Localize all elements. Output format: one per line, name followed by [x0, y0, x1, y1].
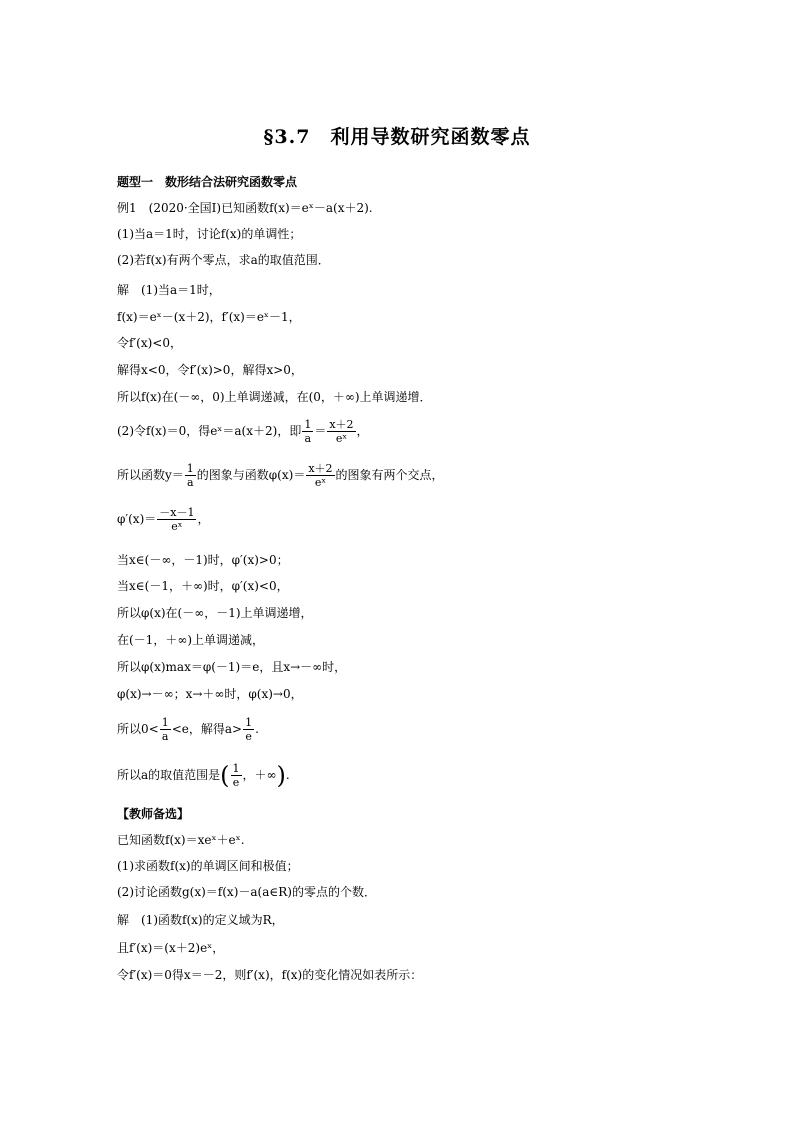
solution-line: 令f′(x)<0，: [117, 336, 182, 350]
numerator: 1: [304, 418, 312, 431]
denominator: e: [232, 776, 240, 789]
numerator: 1: [161, 716, 169, 729]
example-statement: 例1 (2020·全国Ⅰ)已知函数f(x)＝eˣ－a(x＋2).: [117, 201, 373, 215]
denominator: eˣ: [314, 476, 327, 489]
teacher-solution-line: 解 (1)函数f(x)的定义域为R，: [117, 913, 284, 927]
text: (2)令f(x)＝0，得eˣ＝a(x＋2)，即: [117, 424, 302, 438]
teacher-question-1: (1)求函数f(x)的单调区间和极值；: [117, 859, 299, 873]
fraction: [302, 418, 313, 445]
example-question-1: (1)当a＝1时，讨论f(x)的单调性；: [117, 227, 302, 241]
solution-line: φ(x)→－∞；x→＋∞时，φ(x)→0，: [117, 687, 303, 701]
denominator: a: [161, 730, 169, 743]
text: 的图象有两个交点，: [335, 468, 444, 482]
text: ＝: [314, 424, 327, 438]
teacher-solution-line: 令f′(x)＝0得x＝－2，则f′(x)，f(x)的变化情况如表所示：: [117, 968, 423, 982]
fraction: [231, 762, 242, 789]
teacher-question-2: (2)讨论函数g(x)＝f(x)－a(a∈R)的零点的个数．: [117, 885, 376, 899]
paren: (: [220, 761, 230, 790]
page-title: §3.7 利用导数研究函数零点: [263, 126, 531, 148]
text: .: [285, 768, 290, 782]
section-heading: 题型一 数形结合法研究函数零点: [117, 175, 298, 189]
denominator: e: [245, 730, 252, 743]
solution-line: 所以f(x)在(－∞，0)上单调递减，在(0，＋∞)上单调递增．: [117, 390, 432, 404]
teacher-solution-line: 且f′(x)＝(x＋2)eˣ，: [117, 941, 225, 955]
numerator: 1: [232, 762, 240, 775]
solution-line: [117, 762, 290, 789]
solution-line: 所以φ(x)在(－∞，－1)上单调递增，: [117, 606, 313, 620]
text: ，: [197, 512, 210, 526]
text: 的图象与函数φ(x)＝: [196, 468, 306, 482]
solution-line: 当x∈(－∞，－1)时，φ′(x)>0；: [117, 553, 289, 567]
fraction: [306, 462, 334, 489]
text: 所以a的取值范围是: [117, 768, 221, 782]
fraction: [185, 462, 196, 489]
fraction: [157, 506, 196, 533]
fraction: [327, 418, 355, 445]
numerator: x＋2: [308, 462, 333, 475]
solution-line: [117, 462, 444, 489]
solution-line: [117, 418, 369, 445]
numerator: x＋2: [329, 418, 354, 431]
text: 所以0<: [117, 722, 159, 736]
solution-line: [117, 716, 259, 743]
text: ，: [356, 424, 369, 438]
fraction: [243, 716, 254, 743]
example-question-2: (2)若f(x)有两个零点，求a的取值范围．: [117, 253, 330, 267]
numerator: 1: [186, 462, 194, 475]
paren: ): [276, 761, 286, 790]
solution-line: [117, 506, 209, 533]
numerator: 1: [245, 716, 253, 729]
text: φ′(x)＝: [117, 512, 157, 526]
numerator: －x－1: [159, 506, 195, 519]
text: .: [255, 722, 259, 736]
teacher-heading: 【教师备选】: [117, 807, 190, 821]
denominator: eˣ: [335, 432, 348, 445]
solution-line: 所以φ(x)max＝φ(－1)＝e，且x→－∞时，: [117, 660, 347, 674]
solution-line: 解 (1)当a＝1时，: [117, 283, 221, 297]
text: 所以函数y＝: [117, 468, 184, 482]
teacher-statement: 已知函数f(x)＝xeˣ＋eˣ.: [117, 833, 245, 847]
solution-line: 解得x<0，令f′(x)>0，解得x>0，: [117, 363, 303, 377]
solution-line: 在(－1，＋∞)上单调递减，: [117, 633, 264, 647]
text: <e，解得a>: [171, 722, 243, 736]
text: ，＋∞: [242, 768, 277, 782]
denominator: eˣ: [171, 520, 183, 533]
solution-line: f(x)＝eˣ－(x＋2)，f′(x)＝eˣ－1，: [117, 310, 301, 324]
denominator: a: [187, 476, 194, 489]
denominator: a: [304, 432, 312, 445]
solution-line: 当x∈(－1，＋∞)时，φ′(x)<0，: [117, 579, 289, 593]
fraction: [160, 716, 171, 743]
